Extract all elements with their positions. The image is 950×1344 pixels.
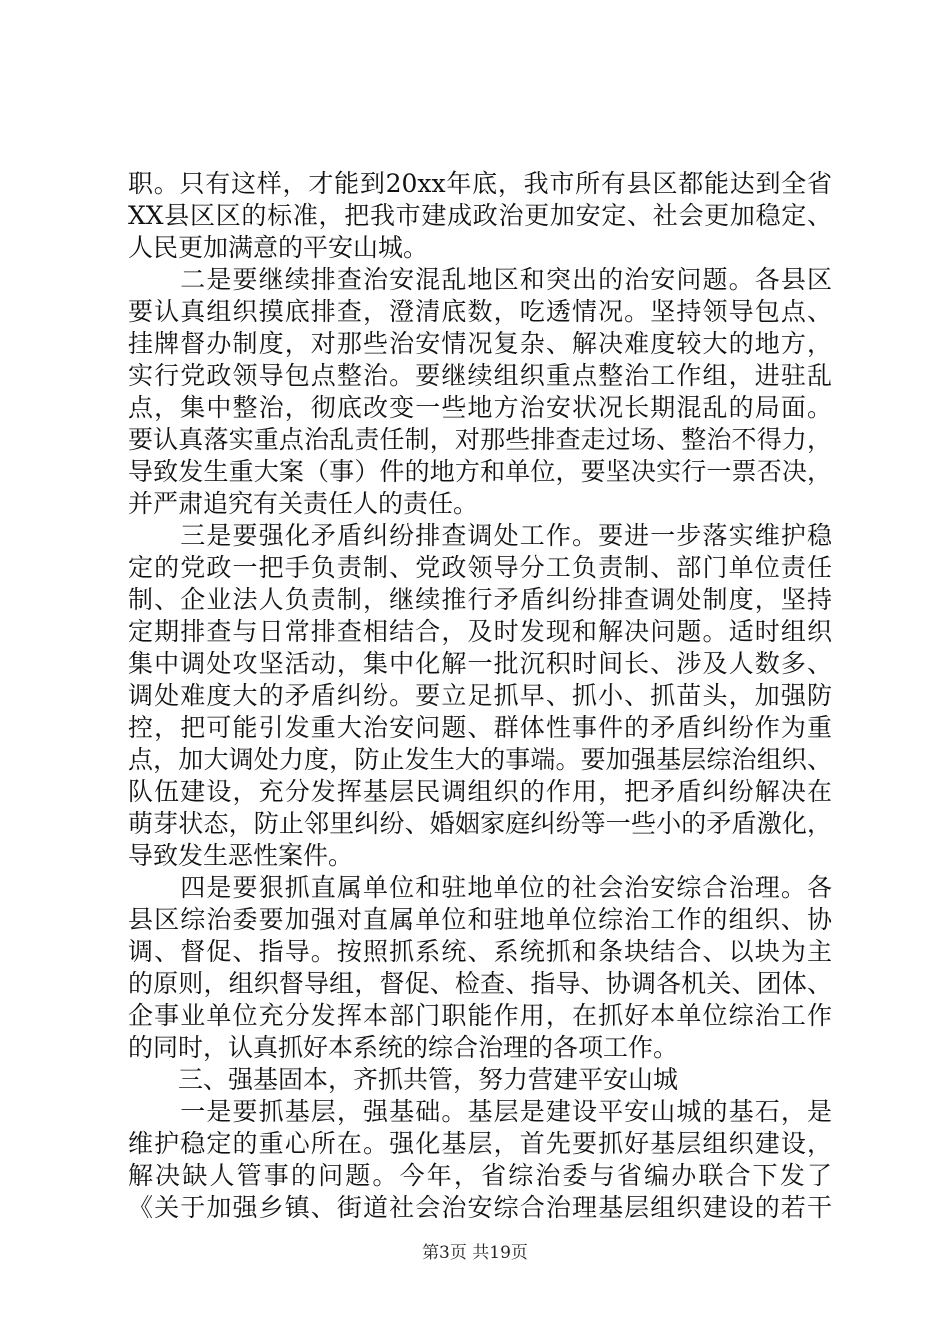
text-line: 二是要继续排查治安混乱地区和突出的治安问题。各县区: [128, 265, 832, 294]
text-line: 点，集中整治，彻底改变一些地方治安状况长期混乱的局面。: [128, 393, 832, 422]
text-line: 调、督促、指导。按照抓系统、系统抓和条块结合、以块为主: [128, 937, 832, 966]
text-line: 并严肃追究有关责任人的责任。: [128, 489, 479, 518]
text-line: 实行党政领导包点整治。要继续组织重点整治工作组，进驻乱: [128, 361, 832, 390]
text-line: XX县区区的标准，把我市建成政治更加安定、社会更加稳定、: [128, 201, 832, 230]
text-line: 萌芽状态，防止邻里纠纷、婚姻家庭纠纷等一些小的矛盾激化，: [128, 809, 832, 838]
text-line: 县区综治委要加强对直属单位和驻地单位综治工作的组织、协: [128, 905, 832, 934]
text-line: 人民更加满意的平安山城。: [128, 233, 429, 262]
text-line: 定期排查与日常排查相结合，及时发现和解决问题。适时组织: [128, 617, 832, 646]
text-line: 维护稳定的重心所在。强化基层，首先要抓好基层组织建设，: [128, 1129, 832, 1158]
document-body: [128, 168, 832, 1224]
text-line: 挂牌督办制度，对那些治安情况复杂、解决难度较大的地方，: [128, 329, 832, 358]
text-line: 导致发生恶性案件。: [128, 841, 354, 870]
text-line: 队伍建设，充分发挥基层民调组织的作用，把矛盾纠纷解决在: [128, 777, 832, 806]
text-line: 要认真组织摸底排查，澄清底数，吃透情况。坚持领导包点、: [128, 297, 832, 326]
text-line: 的原则，组织督导组，督促、检查、指导、协调各机关、团体、: [128, 969, 832, 998]
text-line: 企事业单位充分发挥本部门职能作用，在抓好本单位综治工作: [128, 1001, 832, 1030]
text-line: 的同时，认真抓好本系统的综合治理的各项工作。: [128, 1033, 679, 1062]
text-line: 调处难度大的矛盾纠纷。要立足抓早、抓小、抓苗头，加强防: [128, 681, 832, 710]
text-line: 职。只有这样，才能到20xx年底，我市所有县区都能达到全省: [128, 169, 832, 198]
text-line: 四是要狠抓直属单位和驻地单位的社会治安综合治理。各: [128, 873, 832, 902]
page-footer: 第3页 共19页: [422, 1243, 528, 1263]
text-line: 三、强基固本，齐抓共管，努力营建平安山城: [128, 1065, 679, 1094]
text-line: 一是要抓基层，强基础。基层是建设平安山城的基石，是: [128, 1097, 832, 1126]
text-line: 解决缺人管事的问题。今年，省综治委与省编办联合下发了: [128, 1161, 832, 1190]
text-line: 制、企业法人负责制，继续推行矛盾纠纷排查调处制度，坚持: [128, 585, 832, 614]
text-line: 《关于加强乡镇、街道社会治安综合治理基层组织建设的若干: [128, 1193, 832, 1222]
text-line: 控，把可能引发重大治安问题、群体性事件的矛盾纠纷作为重: [128, 713, 832, 742]
text-line: 定的党政一把手负责制、党政领导分工负责制、部门单位责任: [128, 553, 832, 582]
text-line: 三是要强化矛盾纠纷排查调处工作。要进一步落实维护稳: [128, 521, 832, 550]
text-line: 点，加大调处力度，防止发生大的事端。要加强基层综治组织、: [128, 745, 832, 774]
text-line: 要认真落实重点治乱责任制，对那些排查走过场、整治不得力，: [128, 425, 832, 454]
text-line: 导致发生重大案（事）件的地方和单位，要坚决实行一票否决，: [128, 457, 832, 486]
text-line: 集中调处攻坚活动，集中化解一批沉积时间长、涉及人数多、: [128, 649, 832, 678]
